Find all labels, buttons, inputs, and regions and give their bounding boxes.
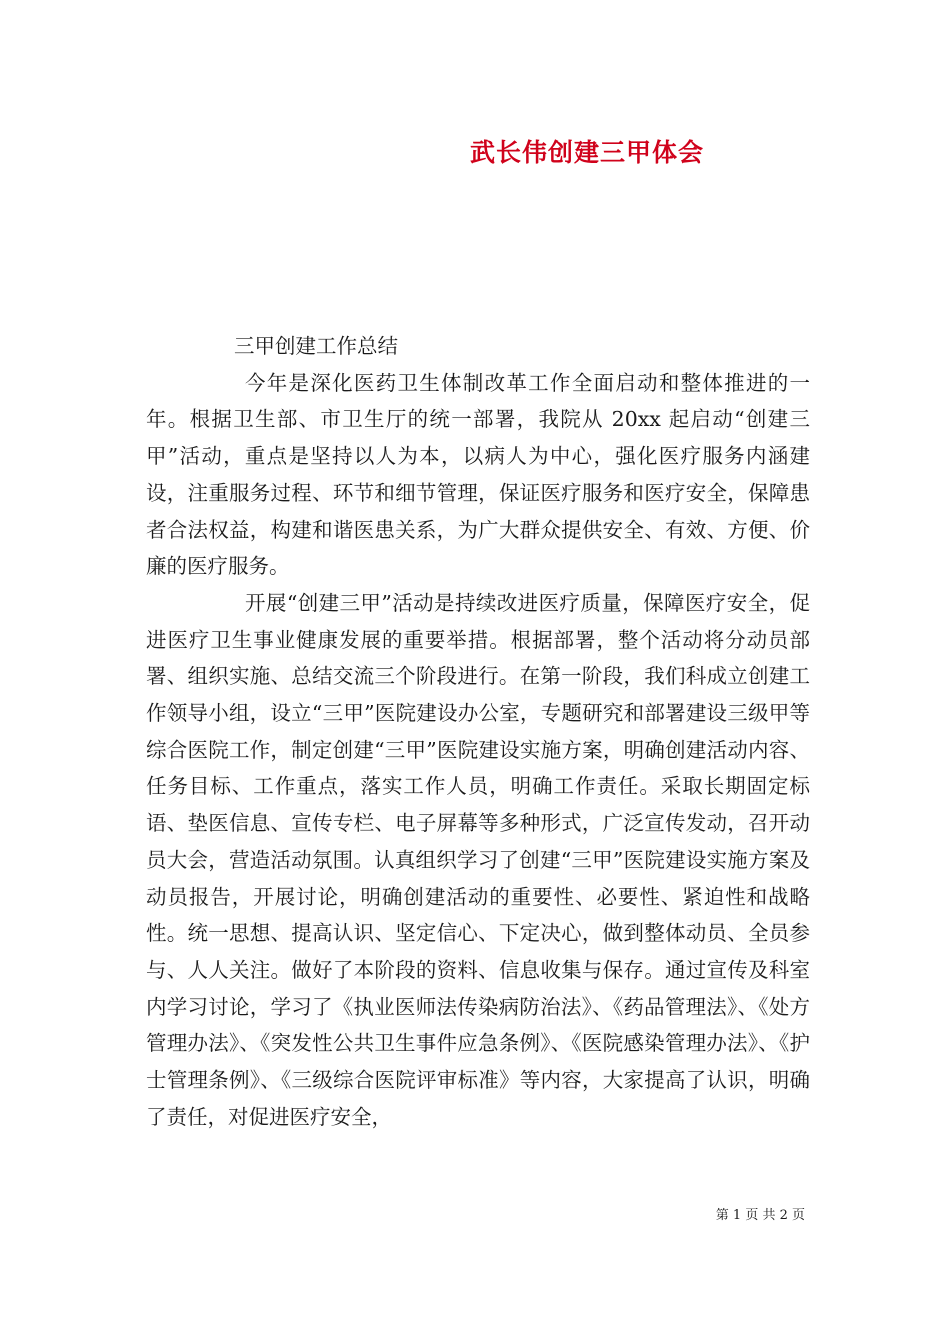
- document-body: [146, 328, 810, 1135]
- section-subheading: 三甲创建工作总结: [234, 334, 398, 358]
- paragraph-1: 今年是深化医药卫生体制改革工作全面启动和整体推进的一年。根据卫生部、市卫生厅的统一部署，我院从 20xx 起启动“创建三甲”活动，重点是坚持以人为本，以病人为中心，强化医疗服务内涵建设，注重服务过程、环节和细节管理，保证医疗服务和医疗安全，保障患者合法权益，构建和谐医患关系，为广大群众提供安全、有效、方便、价廉的医疗服务。: [146, 370, 810, 579]
- paragraph-2: 开展“创建三甲”活动是持续改进医疗质量，保障医疗安全，促进医疗卫生事业健康发展的重要举措。根据部署，整个活动将分动员部署、组织实施、总结交流三个阶段进行。在第一阶段，我们科成立创建工作领导小组，设立“三甲”医院建设办公室，专题研究和部署建设三级甲等综合医院工作，制定创建“三甲”医院建设实施方案，明确创建活动内容、任务目标、工作重点，落实工作人员，明确工作责任。采取长期固定标语、垫医信息、宣传专栏、电子屏幕等多种形式，广泛宣传发动，召开动员大会，营造活动氛围。认真组织学习了创建“三甲”医院建设实施方案及动员报告，开展讨论，明确创建活动的重要性、必要性、紧迫性和战略性。统一思想、提高认识、坚定信心、下定决心，做到整体动员、全员参与、人人关注。做好了本阶段的资料、信息收集与保存。通过宣传及科室内学习讨论，学习了《执业医师法传染病防治法》、《药品管理法》、《处方管理办法》、《突发性公共卫生事件应急条例》、《医院感染管理办法》、《护士管理条例》、《三级综合医院评审标准》等内容，大家提高了认识，明确了责任，对促进医疗安全，: [146, 590, 810, 1129]
- document-title: 武长伟创建三甲体会: [470, 138, 705, 167]
- page-number-footer: 第 1 页 共 2 页: [715, 1208, 805, 1223]
